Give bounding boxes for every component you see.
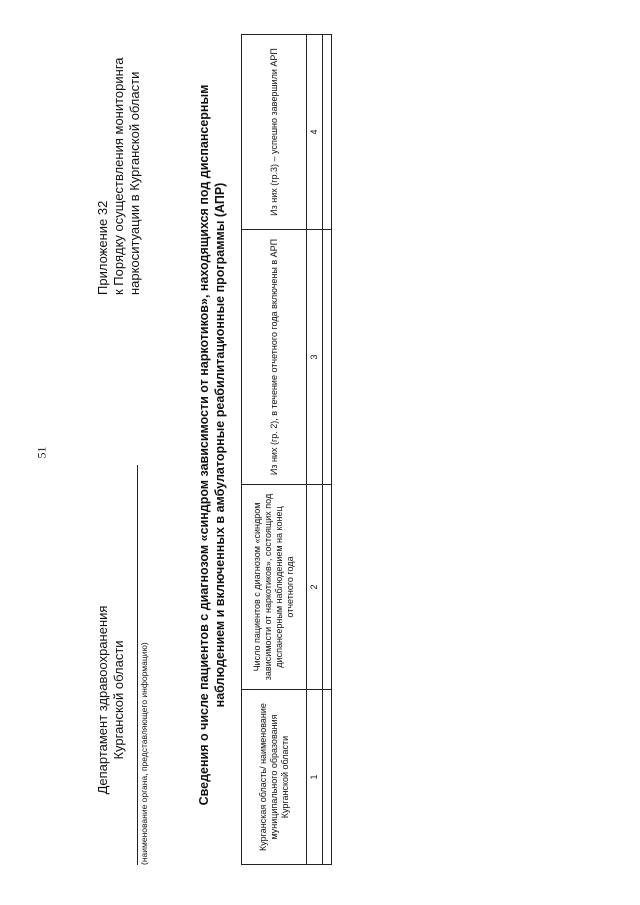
appendix-title: Приложение 32: [95, 200, 110, 295]
column-number-1: 1: [307, 690, 323, 865]
header-cell-4: Из них (гр.3) – успешно завершили АРП: [242, 35, 307, 230]
header-cell-3: Из них (гр. 2), в течение отчетного года включены в АРП: [242, 230, 307, 485]
page-number: 51: [34, 446, 49, 459]
data-cell-3: [323, 230, 332, 485]
column-number-4: 4: [307, 35, 323, 230]
department-name: Департамент здравоохранения: [95, 605, 110, 795]
department-note: (наименование органа, представляющего информацию): [139, 642, 149, 865]
report-table: [241, 34, 332, 865]
department-block: [95, 535, 127, 865]
appendix-subtitle-2: наркоситуации в Курганской области: [127, 71, 142, 295]
department-underline: [137, 465, 138, 865]
document-body: [95, 25, 325, 865]
data-cell-1: [323, 690, 332, 865]
appendix-subtitle-1: к Порядку осуществления мониторинга: [111, 57, 126, 295]
title-line-2: наблюдением и включенных в амбулаторные реабилитационные программы (АПР): [213, 182, 227, 708]
column-number-2: 2: [307, 485, 323, 690]
title-line-1: Сведения о числе пациентов с диагнозом «синдром зависимости от наркотиков», находящихся под диспансерным: [197, 84, 211, 806]
table-header-row: [242, 35, 307, 865]
appendix-block: [95, 25, 143, 295]
data-cell-4: [323, 35, 332, 230]
data-cell-2: [323, 485, 332, 690]
header-cell-2: Число пациентов с диагнозом «синдром зависимости от наркотиков», состоящих под диспансерным наблюдением на конец отчетного года: [242, 485, 307, 690]
document-title: [196, 25, 228, 865]
department-region: Курганской области: [111, 640, 126, 760]
table-row: [323, 35, 332, 865]
column-number-3: 3: [307, 230, 323, 485]
column-number-row: [307, 35, 323, 865]
header-cell-1: Курганская область/ наименование муниципального образования Курганской области: [242, 690, 307, 865]
